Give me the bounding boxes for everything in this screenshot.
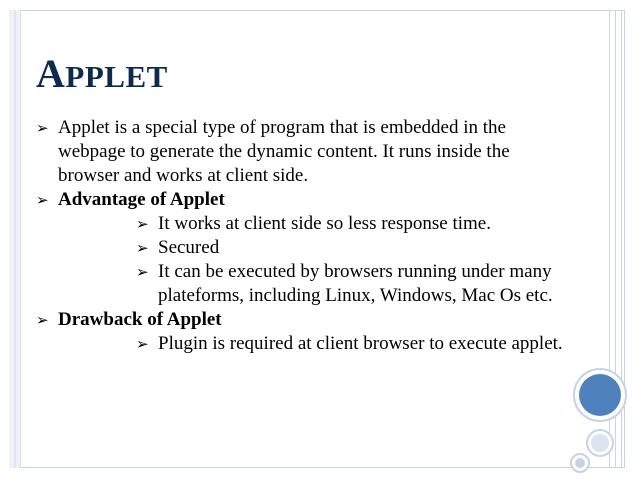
arrow-bullet-icon: ➢ <box>136 335 149 353</box>
arrow-bullet-icon: ➢ <box>36 311 49 329</box>
bullet-advantage-2 <box>136 236 566 260</box>
arrow-bullet-icon: ➢ <box>36 191 49 209</box>
drawback-heading-text: Drawback of Applet <box>58 309 222 330</box>
drawback-1-text: Plugin is required at client browser to execute applet. <box>158 333 563 354</box>
arrow-bullet-icon: ➢ <box>36 119 49 137</box>
bullet-advantage-heading <box>36 188 566 212</box>
bullet-drawback-1 <box>136 332 566 356</box>
slide-content <box>36 116 566 356</box>
slide-title <box>36 52 168 99</box>
bullet-drawback-heading <box>36 308 566 332</box>
arrow-bullet-icon: ➢ <box>136 239 149 257</box>
advantage-heading-text: Advantage of Applet <box>58 189 225 210</box>
advantage-3-text: It can be executed by browsers running under many plateforms, including Linux, Windows, Mac Os etc. <box>158 261 553 306</box>
arrow-bullet-icon: ➢ <box>136 215 149 233</box>
title-first-letter: A <box>36 51 66 96</box>
bullet-advantage-1 <box>136 212 566 236</box>
title-rest: PPLET <box>65 59 168 94</box>
advantage-2-text: Secured <box>158 237 220 258</box>
advantage-1-text: It works at client side so less response time. <box>158 213 491 234</box>
arrow-bullet-icon: ➢ <box>136 263 149 281</box>
bullet-intro-text: Applet is a special type of program that is embedded in the webpage to generate the dynamic content. It runs inside the browser and works at client side. <box>58 117 510 186</box>
bullet-intro <box>36 116 566 188</box>
bullet-advantage-3 <box>136 260 566 308</box>
